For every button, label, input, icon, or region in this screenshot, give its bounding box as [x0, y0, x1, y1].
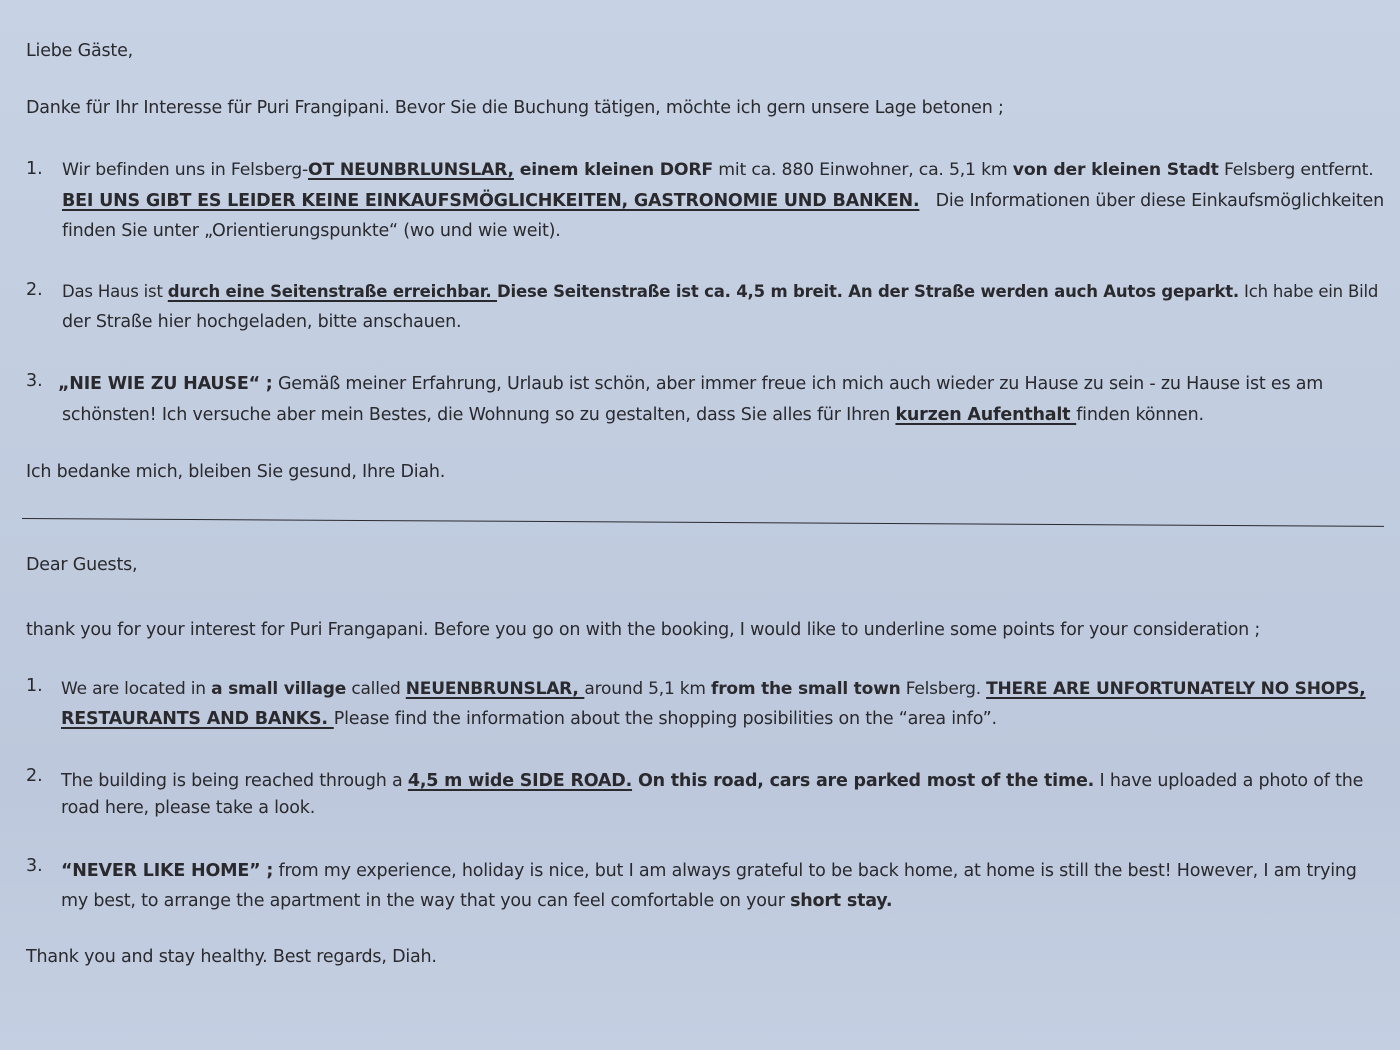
german-greeting: Liebe Gäste, [26, 41, 134, 61]
english-item2-number: 2. [26, 766, 43, 786]
section-divider [22, 518, 1384, 527]
english-item3-line2: my best, to arrange the apartment in the way that you can feel comfortable on your short stay. [61, 891, 893, 911]
german-never-like-home: „NIE WIE ZU HAUSE“ ; [58, 374, 273, 394]
german-item2-line1: Das Haus ist durch eine Seitenstraße erreichbar. Diese Seitenstraße ist ca. 4,5 m breit. An der Straße werden auch Autos geparkt. Ich habe ein Bild [62, 282, 1379, 301]
english-item2-line2: road here, please take a look. [61, 798, 316, 818]
english-village-name: NEUENBRUNSLAR, [405, 679, 585, 699]
german-item2-number: 2. [26, 280, 43, 300]
german-item3-line2: schönsten! Ich versuche aber mein Bestes, die Wohnung so zu gestalten, dass Sie alles für Ihren kurzen Aufenthalt finden können. [62, 405, 1204, 425]
german-item1-line1 [62, 159, 1384, 181]
english-item3-line1: “NEVER LIKE HOME” ; from my experience, holiday is nice, but I am always grateful to be back home, at home is still the best! However, I am trying [61, 861, 1357, 881]
german-item2-line2: der Straße hier hochgeladen, bitte anschauen. [62, 312, 462, 332]
english-no-shops-warning: THERE ARE UNFORTUNATELY NO SHOPS, [986, 679, 1366, 699]
german-intro: Danke für Ihr Interesse für Puri Frangipani. Bevor Sie die Buchung tätigen, möchte ich gern unsere Lage betonen ; [26, 98, 1004, 118]
german-item1-text: Wir befinden uns in Felsberg-OT NEUNBRLUNSLAR, einem kleinen DORF mit ca. 880 Einwohner, ca. 5,1 km von der kleinen Stadt Felsberg entfernt. [62, 160, 1374, 180]
german-closing: Ich bedanke mich, bleiben Sie gesund, Ihre Diah. [26, 462, 446, 482]
english-item1-number: 1. [26, 676, 43, 696]
english-greeting: Dear Guests, [26, 555, 138, 575]
german-side-road: durch eine Seitenstraße erreichbar. [167, 282, 497, 301]
german-short-stay: kurzen Aufenthalt [895, 405, 1077, 425]
german-item3-number: 3. [26, 371, 43, 391]
german-item1-number: 1. [26, 159, 43, 179]
english-intro: thank you for your interest for Puri Frangapani. Before you go on with the booking, I would like to underline some points for your consideration ; [26, 620, 1261, 640]
german-item1-line2-rest: Die Informationen über diese Einkaufsmöglichkeiten [935, 191, 1384, 211]
german-no-shops-warning: BEI UNS GIBT ES LEIDER KEINE EINKAUFSMÖGLICHKEITEN, GASTRONOMIE UND BANKEN. [62, 191, 920, 211]
english-side-road: 4,5 m wide SIDE ROAD. [407, 771, 633, 791]
english-item1-line2: RESTAURANTS AND BANKS. Please find the information about the shopping posibilities on the “area info”. [61, 709, 997, 729]
english-closing: Thank you and stay healthy. Best regards, Diah. [26, 947, 437, 967]
english-item3-number: 3. [26, 856, 43, 876]
english-item1-line1: We are located in a small village called NEUENBRUNSLAR, around 5,1 km from the small town Felsberg. THERE ARE UNFORTUNATELY NO SHOPS, [61, 679, 1366, 699]
english-short-stay: short stay. [790, 891, 893, 911]
german-item1-line3: finden Sie unter „Orientierungspunkte“ (wo und wie weit). [62, 221, 561, 241]
german-item1-line2 [62, 190, 1384, 212]
english-never-like-home: “NEVER LIKE HOME” ; [61, 861, 274, 881]
german-item3-line1: „NIE WIE ZU HAUSE“ ; Gemäß meiner Erfahrung, Urlaub ist schön, aber immer freue ich mich auch wieder zu Hause zu sein - zu Hause ist es am [58, 374, 1324, 394]
english-item2-line1: The building is being reached through a 4,5 m wide SIDE ROAD. On this road, cars are parked most of the time. I have uploaded a photo of the [61, 771, 1364, 791]
